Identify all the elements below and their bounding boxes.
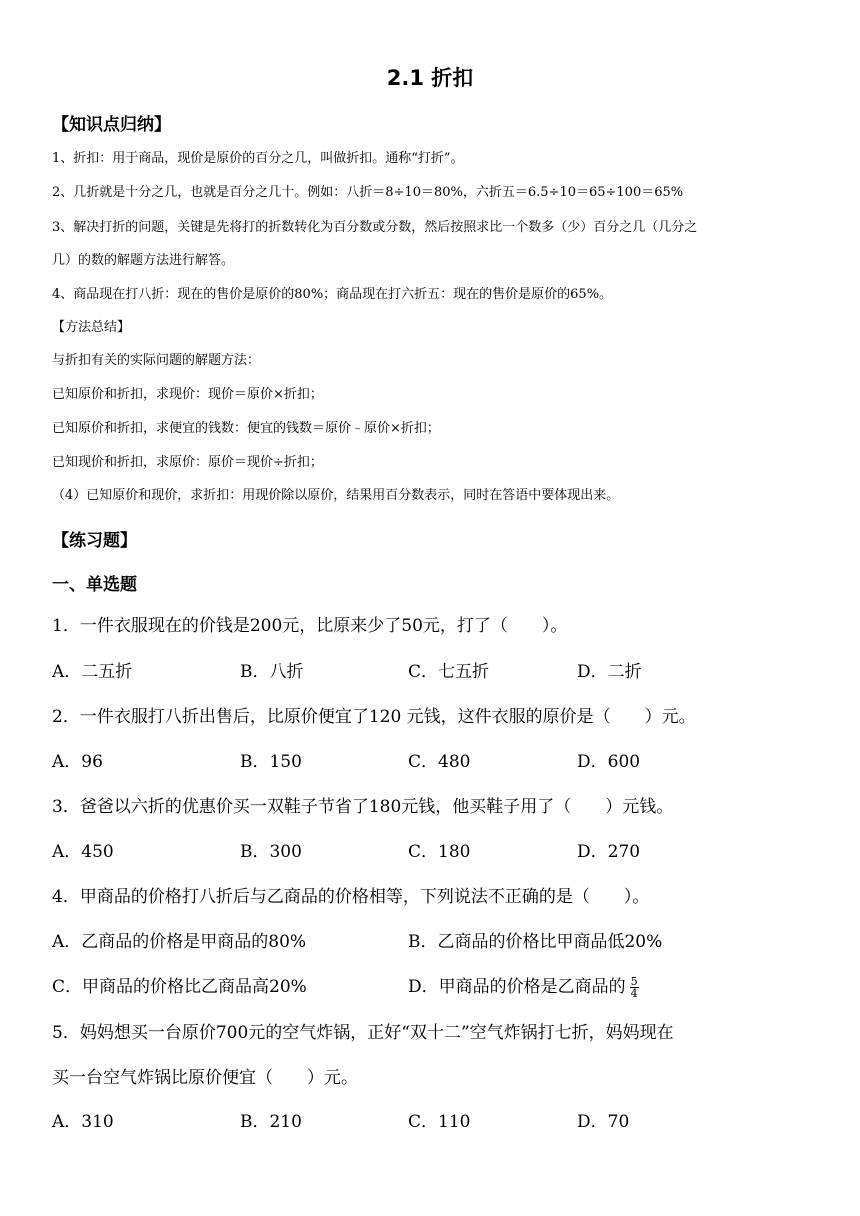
knowledge-heading: 【知识点归纳】	[52, 115, 171, 135]
question-1: 1．一件衣服现在的价钱是200元，比原来少了50元，打了（ ）。	[52, 616, 568, 636]
knowledge-point-1: 1、折扣：用于商品，现价是原价的百分之几，叫做折扣。通称“打折”。	[52, 151, 464, 166]
fraction	[630, 976, 639, 999]
question-5-line-2: 买一台空气炸锅比原价便宜（ ）元。	[52, 1068, 358, 1088]
q2-option-c: C．480	[408, 752, 471, 772]
q4-option-c: C．甲商品的价格比乙商品高20%	[52, 977, 307, 997]
method-line-4: 已知现价和折扣，求原价：原价＝现价÷折扣；	[52, 455, 323, 470]
method-line-3: 已知原价和折扣，求便宜的钱数：便宜的钱数＝原价﹣原价×折扣；	[52, 421, 440, 436]
method-heading: 【方法总结】	[52, 320, 131, 335]
q4-option-a: A．乙商品的价格是甲商品的80%	[52, 932, 307, 952]
q1-option-a: A．二五折	[52, 662, 133, 682]
q2-option-a: A．96	[52, 752, 103, 772]
question-3: 3．爸爸以六折的优惠价买一双鞋子节省了180元钱，他买鞋子用了（ ）元钱。	[52, 797, 674, 817]
practice-heading: 【练习题】	[52, 531, 137, 551]
q4-option-b: B．乙商品的价格比甲商品低20%	[408, 932, 663, 952]
q3-option-d: D．270	[577, 842, 641, 862]
fraction-denominator: 4	[630, 987, 638, 1000]
q5-option-b: B．210	[240, 1112, 302, 1132]
section-heading: 一、单选题	[52, 575, 137, 595]
question-4: 4．甲商品的价格打八折后与乙商品的价格相等，下列说法不正确的是（ ）。	[52, 887, 650, 907]
q3-option-b: B．300	[240, 842, 302, 862]
q5-option-a: A．310	[52, 1112, 114, 1132]
method-line-2: 已知原价和折扣，求现价：现价＝原价×折扣；	[52, 387, 323, 402]
q3-option-a: A．450	[52, 842, 114, 862]
q3-option-c: C．180	[408, 842, 471, 862]
knowledge-point-3: 3、解决打折的问题，关键是先将打的折数转化为百分数或分数，然后按照求比一个数多（少）百分之几（几分之	[52, 220, 698, 235]
q2-option-b: B．150	[240, 752, 302, 772]
q4-option-d-text: D．甲商品的价格是乙商品的	[408, 977, 626, 997]
method-line-1: 与折扣有关的实际问题的解题方法：	[52, 353, 261, 368]
q1-option-d: D．二折	[577, 662, 642, 682]
knowledge-point-3-cont: 几）的数的解题方法进行解答。	[52, 253, 235, 268]
question-5-line-1: 5．妈妈想买一台原价700元的空气炸锅，正好“双十二”空气炸锅打七折，妈妈现在	[52, 1023, 674, 1043]
knowledge-point-4: 4、商品现在打八折：现在的售价是原价的80%；商品现在打六折五：现在的售价是原价的65%。	[52, 287, 613, 302]
knowledge-point-2: 2、几折就是十分之几，也就是百分之几十。例如：八折＝8÷10＝80%，六折五＝6.5÷10＝65÷100＝65%	[52, 185, 684, 200]
fraction-numerator: 5	[630, 975, 638, 988]
q1-option-b: B．八折	[240, 662, 304, 682]
q2-option-d: D．600	[577, 752, 641, 772]
q5-option-d: D．70	[577, 1112, 630, 1132]
method-line-5: （4）已知原价和现价，求折扣：用现价除以原价，结果用百分数表示，同时在答语中要体现出来。	[52, 488, 620, 503]
q4-option-d	[408, 975, 639, 999]
page-title: 2.1 折扣	[386, 66, 474, 90]
question-2: 2．一件衣服打八折出售后，比原价便宜了120 元钱，这件衣服的原价是（ ）元。	[52, 707, 696, 727]
q1-option-c: C．七五折	[408, 662, 490, 682]
q5-option-c: C．110	[408, 1112, 471, 1132]
